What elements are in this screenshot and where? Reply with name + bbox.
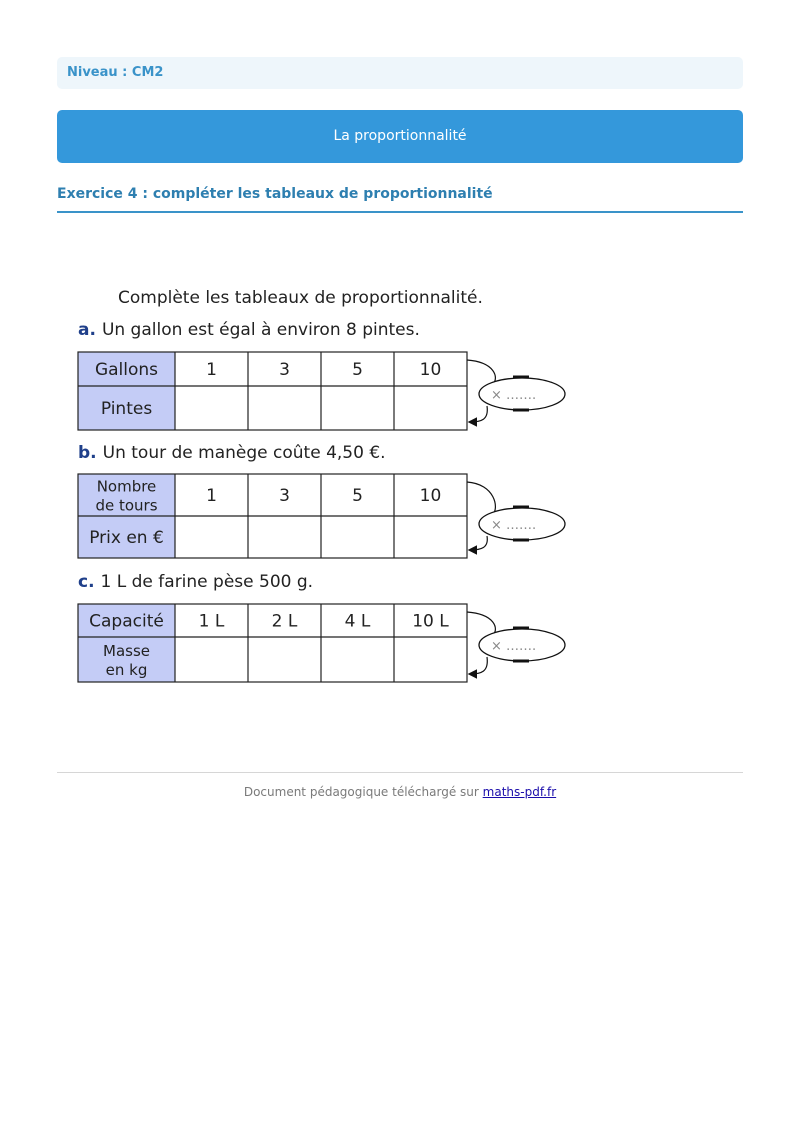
table-value-cell: 10 (419, 486, 442, 506)
answer-cell[interactable] (323, 388, 392, 428)
table-value-cell: 1 (206, 360, 217, 380)
arrow-curve-bottom (470, 406, 487, 422)
answer-cell[interactable] (250, 388, 319, 428)
item-statement (78, 320, 420, 340)
answer-cell[interactable] (396, 639, 465, 680)
page-title: La proportionnalité (57, 110, 743, 163)
answer-cell[interactable] (396, 518, 465, 556)
row1-header: Gallons (94, 360, 159, 380)
answer-cell[interactable] (177, 639, 246, 680)
row2-header: Masse (103, 642, 150, 660)
answer-cell[interactable] (323, 639, 392, 680)
exercise-figure (57, 270, 597, 700)
footer-divider (57, 772, 743, 773)
row1-header: de tours (95, 496, 158, 515)
row2-header: en kg (105, 661, 148, 679)
table-value-cell: 10 (419, 360, 442, 380)
operator-bubble (467, 612, 565, 674)
proportion-table (78, 604, 467, 682)
item-statement (78, 443, 386, 463)
answer-cell[interactable] (177, 388, 246, 428)
answer-cell[interactable] (250, 639, 319, 680)
row2-header: Pintes (100, 399, 153, 419)
row1-header: Nombre (96, 477, 157, 496)
operator-label: × ……. (491, 639, 537, 654)
row2-header: Prix en € (89, 528, 164, 548)
table-value-cell: 5 (352, 486, 363, 506)
table-value-cell: 3 (279, 360, 290, 380)
operator-label: × ……. (491, 518, 537, 533)
item-statement-text: Un gallon est égal à environ 8 pintes. (101, 320, 420, 340)
table-value-cell: 3 (279, 486, 290, 506)
operator-label: × ……. (491, 388, 537, 403)
arrow-curve-top (467, 612, 495, 635)
item-letter: c. (78, 572, 95, 592)
arrow-curve-top (467, 482, 495, 514)
exercise-item (78, 572, 565, 682)
exercise-title: Exercice 4 : compléter les tableaux de proportionnalité (57, 186, 743, 213)
item-letter: b. (78, 443, 97, 463)
arrow-curve-bottom (470, 536, 487, 550)
answer-cell[interactable] (177, 518, 246, 556)
row1-header: Capacité (89, 611, 164, 632)
item-statement-text: 1 L de farine pèse 500 g. (100, 572, 314, 592)
level-badge: Niveau : CM2 (57, 57, 743, 89)
table-value-cell: 1 L (198, 611, 225, 632)
table-value-cell: 4 L (344, 611, 371, 632)
exercise-item (78, 320, 565, 430)
item-letter: a. (78, 320, 96, 340)
arrow-curve-top (467, 360, 495, 384)
instruction-text: Complète les tableaux de proportionnalité. (118, 288, 483, 308)
answer-cell[interactable] (396, 388, 465, 428)
footer (57, 785, 743, 799)
arrow-curve-bottom (470, 657, 487, 674)
proportion-table (78, 352, 467, 430)
table-value-cell: 1 (206, 486, 217, 506)
footer-link[interactable]: maths-pdf.fr (482, 785, 557, 799)
table-value-cell: 2 L (271, 611, 298, 632)
footer-text: Document pédagogique téléchargé sur (243, 785, 479, 799)
answer-cell[interactable] (323, 518, 392, 556)
exercise-sheet (57, 270, 597, 700)
item-statement-text: Un tour de manège coûte 4,50 €. (102, 443, 386, 463)
item-statement (78, 572, 313, 592)
table-value-cell: 10 L (412, 611, 449, 632)
operator-bubble (467, 360, 565, 422)
operator-bubble (467, 482, 565, 550)
table-value-cell: 5 (352, 360, 363, 380)
proportion-table (78, 474, 467, 558)
answer-cell[interactable] (250, 518, 319, 556)
exercise-item (78, 443, 565, 558)
